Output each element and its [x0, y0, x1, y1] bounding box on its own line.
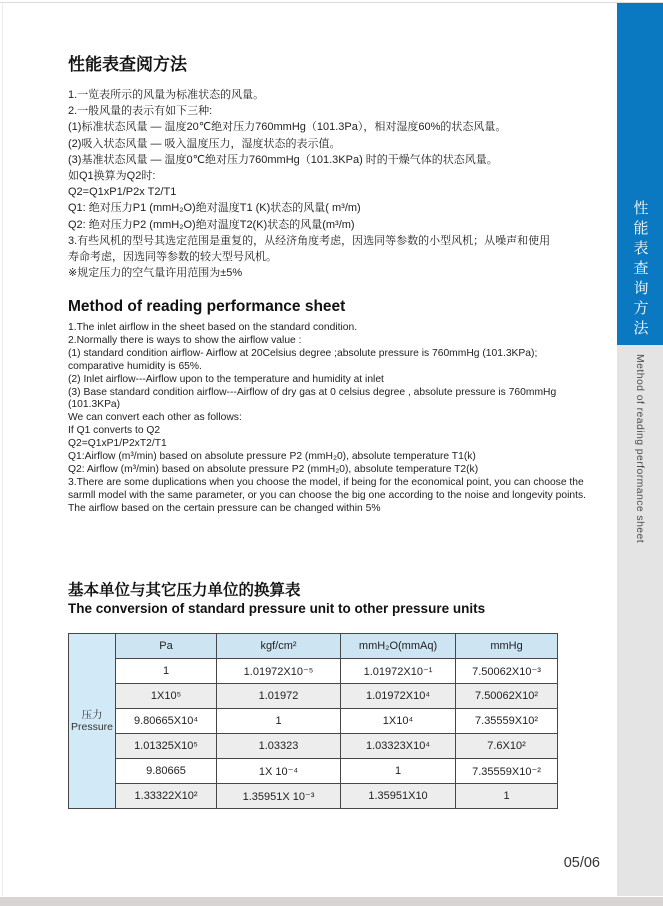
cell-mmh2o: 1X10⁴	[341, 709, 456, 734]
pressure-conversion-table	[68, 633, 558, 809]
cell-pa: 9.80665	[116, 759, 217, 784]
cell-mmh2o: 1.01972X10⁻¹	[341, 659, 456, 684]
sidebar-tab-label-en: Method of reading performance sheet	[634, 354, 646, 544]
cell-kgfcm2: 1X 10⁻⁴	[217, 759, 341, 784]
sidebar-tab-active	[617, 3, 663, 345]
text-line: (2)吸入状态风量 — 吸入温度压力，湿度状态的表示值。	[68, 137, 341, 150]
text-line: ※规定压力的空气量许用范围为±5%	[68, 267, 243, 280]
text-line: 3.有些风机的型号其选定范围是重复的，从经济角度考虑，因选同等参数的小型风机；从噪声和使用	[68, 234, 551, 247]
cell-kgfcm2: 1.01972X10⁻⁵	[217, 659, 341, 684]
table-row	[69, 684, 558, 709]
text-line: Q2=Q1xP1/P2x T2/T1	[68, 186, 177, 199]
text-line: Q2: Airflow (m³/min) based on absolute pressure P2 (mmH₂0), absolute temperature T2(k)	[68, 463, 479, 475]
text-line: comparative humidity is 65%.	[68, 360, 202, 372]
text-line: sarmll model with the same parameter, or you can choose the big one according to the noise and longevity points.	[68, 489, 587, 501]
cell-kgfcm2: 1.01972	[217, 684, 341, 709]
text-line: (1)标准状态风量 — 温度20℃绝对压力760mmHg（101.3Pa），相对湿度60%的状态风量。	[68, 121, 507, 134]
cell-mmhg: 7.35559X10⁻²	[456, 759, 558, 784]
cell-pa: 1.01325X10⁵	[116, 734, 217, 759]
column-header-kgfcm2: kgf/cm²	[217, 634, 341, 659]
text-line: The airflow based on the certain pressure can be changed within 5%	[68, 502, 381, 514]
section-title-en: Method of reading performance sheet	[68, 298, 346, 315]
text-line: 1.一览表所示的风量为标准状态的风量。	[68, 89, 265, 101]
text-line: Q1: 绝对压力P1 (mmH₂O)绝对温度T1 (K)状态的风量( m³/m)	[68, 202, 361, 215]
text-line: Q2=Q1xP1/P2xT2/T1	[68, 438, 167, 450]
section-title-cn: 性能表查阅方法	[68, 55, 187, 74]
text-line: 寿命考虑，因选同等参数的较大型号风机。	[68, 251, 277, 264]
section-body-en	[68, 322, 588, 516]
cell-kgfcm2: 1.03323	[217, 734, 341, 759]
text-line: If Q1 converts to Q2	[68, 425, 161, 437]
table-row	[69, 784, 558, 809]
text-line: 2.一般风量的表示有如下三种:	[68, 105, 213, 118]
cell-mmh2o: 1	[341, 759, 456, 784]
cell-mmhg: 7.50062X10⁻³	[456, 659, 558, 684]
text-line: (3) Base standard condition airflow---Airflow of dry gas at 0 celsius degree , absolute pressure is 760mmHg (101.3KPa)	[68, 386, 557, 411]
page-number: 05/06	[563, 855, 600, 871]
cell-mmhg: 7.35559X10²	[456, 709, 558, 734]
cell-pa: 1.33322X10²	[116, 784, 217, 809]
table-row	[69, 709, 558, 734]
section-body-cn	[68, 87, 578, 281]
conversion-table-body	[69, 634, 558, 809]
cell-mmhg: 1	[456, 784, 558, 809]
cell-mmhg: 7.50062X10²	[456, 684, 558, 709]
cell-mmhg: 7.6X10²	[456, 734, 558, 759]
text-line: 2.Normally there is ways to show the airflow value :	[68, 334, 302, 346]
table-header-row	[69, 634, 558, 659]
conversion-title-cn: 基本单位与其它压力单位的换算表	[68, 582, 301, 599]
table-row	[69, 759, 558, 784]
table-row	[69, 734, 558, 759]
text-line: 1.The inlet airflow in the sheet based on the standard condition.	[68, 322, 358, 333]
text-line: We can convert each other as follows:	[68, 412, 242, 424]
page-top-border	[0, 2, 663, 3]
column-header-mmhg: mmHg	[456, 634, 558, 659]
text-line: (1) standard condition airflow- Airflow at 20Celsius degree ;absolute pressure is 760mmHg (101.3KPa);	[68, 347, 538, 359]
text-line: (3)基准状态风量 — 温度0℃绝对压力760mmHg（101.3KPa) 时的干燥气体的状态风量。	[68, 153, 498, 166]
sidebar-tab-inactive	[617, 345, 663, 896]
text-line: (2) Inlet airflow---Airflow upon to the temperature and humidity at inlet	[68, 373, 384, 385]
cell-mmh2o: 1.35951X10	[341, 784, 456, 809]
page-bottom-border	[0, 897, 663, 906]
cell-pa: 9.80665X10⁴	[116, 709, 217, 734]
cell-mmh2o: 1.03323X10⁴	[341, 734, 456, 759]
row-group-label-en: Pressure	[71, 721, 114, 733]
cell-pa: 1	[116, 659, 217, 684]
cell-kgfcm2: 1.35951X 10⁻³	[217, 784, 341, 809]
text-line: Q1:Airflow (m³/min) based on absolute pressure P2 (mmH₂0), absolute temperature T1(k)	[68, 451, 476, 463]
text-line: Q2: 绝对压力P2 (mmH₂O)绝对温度T2(K)状态的风量(m³/m)	[68, 218, 355, 231]
page-left-border	[2, 3, 3, 896]
conversion-title-en: The conversion of standard pressure unit to other pressure units	[68, 601, 486, 616]
sidebar-tab-label-cn: 性能表查询方法	[631, 200, 649, 340]
text-line: 如Q1换算为Q2时:	[68, 170, 156, 183]
row-group-label-cn: 压力	[81, 709, 103, 721]
cell-pa: 1X10⁵	[116, 684, 217, 709]
cell-mmh2o: 1.01972X10⁴	[341, 684, 456, 709]
row-group-label	[69, 634, 116, 809]
column-header-pa: Pa	[116, 634, 217, 659]
text-line: 3.There are some duplications when you choose the model, if being for the economical point, you can choose the	[68, 476, 584, 488]
column-header-mmh2o: mmH₂O(mmAq)	[341, 634, 456, 659]
cell-kgfcm2: 1	[217, 709, 341, 734]
table-row	[69, 659, 558, 684]
